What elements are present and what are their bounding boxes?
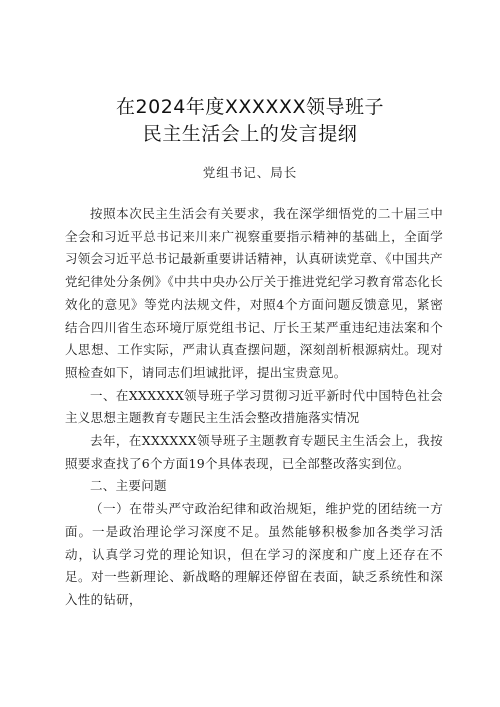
document-title-line-1: 在2024年度XXXXXX领导班子	[116, 96, 384, 118]
intro-paragraph: 按照本次民主生活会有关要求，我在深学细悟党的二十届三中全会和习近平总书记来川来广视察重要指示精神的基础上，全面学习领会习近平总书记最新重要讲话精神，认真研读党章、《中国共产党纪律处分条例》《中共中央办公厅关于推进党纪学习教育常态化长效化的意见》等党内法规文件，对照4个方面问题反馈意见，紧密结合四川省生态环境厅原党组书记、厅长王某严重违纪违法案和个人思想、工作实际，严肃认真查摆问题，深刻剖析根源病灶。现对照检查如下，请同志们坦诚批评，提出宝贵意见。	[65, 206, 443, 380]
section-heading-1: 一、在XXXXXX领导班子学习贯彻习近平新时代中国特色社会主义思想主题教育专题民主生活会整改措施落实情况	[65, 387, 443, 426]
section-heading-2: 二、主要问题	[90, 478, 167, 494]
document-title-line-2: 民主生活会上的发言提纲	[142, 123, 358, 145]
document-body	[65, 203, 443, 612]
section-1-paragraph: 去年，在XXXXXX领导班子主题教育专题民主生活会上，我按照要求查找了6个方面19个具体表现，已全部整改落实到位。	[65, 433, 443, 471]
section-2-paragraph: （一）在带头严守政治纪律和政治规矩，维护党的团结统一方面。一是政治理论学习深度不足。虽然能够积极参加各类学习活动，认真学习党的理论知识，但在学习的深度和广度上还存在不足。对一些新理论、新战略的理解还停留在表面，缺乏系统性和深入性的钻研，	[65, 501, 443, 607]
document-author: 党组书记、局长	[202, 165, 298, 180]
